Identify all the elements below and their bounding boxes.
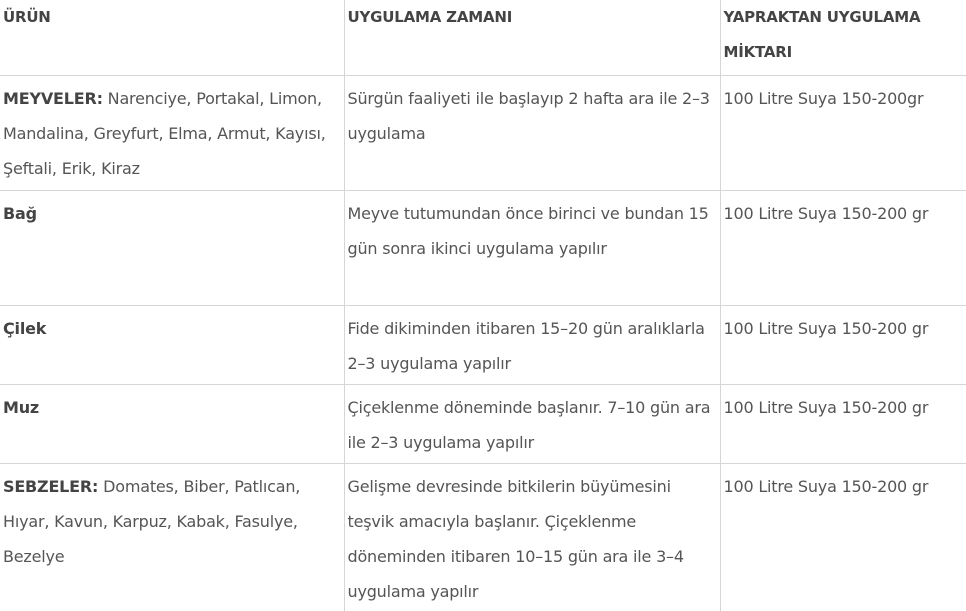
table-row <box>0 464 966 611</box>
timing-cell: Çiçeklenme döneminde başlanır. 7–10 gün ara ile 2–3 uygulama yapılır <box>344 385 720 464</box>
amount-cell: 100 Litre Suya 150-200 gr <box>720 385 966 464</box>
header-product: ÜRÜN <box>0 0 344 76</box>
product-cell <box>0 306 344 385</box>
table-header-row <box>0 0 966 76</box>
timing-cell: Fide dikiminden itibaren 15–20 gün aralıklarla 2–3 uygulama yapılır <box>344 306 720 385</box>
product-cell <box>0 76 344 191</box>
timing-cell: Sürgün faaliyeti ile başlayıp 2 hafta ara ile 2–3 uygulama <box>344 76 720 191</box>
table-row <box>0 306 966 385</box>
product-category: Muz <box>3 398 39 417</box>
product-category: Bağ <box>3 204 37 223</box>
product-cell <box>0 385 344 464</box>
amount-cell: 100 Litre Suya 150-200gr <box>720 76 966 191</box>
product-cell <box>0 191 344 306</box>
timing-cell: Meyve tutumundan önce birinci ve bundan 15 gün sonra ikinci uygulama yapılır <box>344 191 720 306</box>
product-list: Narenciye, Portakal, Limon, Mandalina, Greyfurt, Elma, Armut, Kayısı, Şeftali, Erik, Kiraz <box>3 89 326 178</box>
header-application-amount: YAPRAKTAN UYGULAMA MİKTARI <box>720 0 966 76</box>
product-category: Çilek <box>3 319 46 338</box>
amount-cell: 100 Litre Suya 150-200 gr <box>720 306 966 385</box>
product-category: SEBZELER: <box>3 477 98 496</box>
table-row <box>0 76 966 191</box>
table-row <box>0 385 966 464</box>
amount-cell: 100 Litre Suya 150-200 gr <box>720 191 966 306</box>
product-list: Domates, Biber, Patlıcan, Hıyar, Kavun, Karpuz, Kabak, Fasulye, Bezelye <box>3 477 300 566</box>
header-application-time: UYGULAMA ZAMANI <box>344 0 720 76</box>
amount-cell: 100 Litre Suya 150-200 gr <box>720 464 966 611</box>
timing-cell: Gelişme devresinde bitkilerin büyümesini teşvik amacıyla başlanır. Çiçeklenme döneminden itibaren 10–15 gün ara ile 3–4 uygulama yapılır <box>344 464 720 611</box>
product-category: MEYVELER: <box>3 89 103 108</box>
table-row <box>0 191 966 306</box>
product-cell <box>0 464 344 611</box>
